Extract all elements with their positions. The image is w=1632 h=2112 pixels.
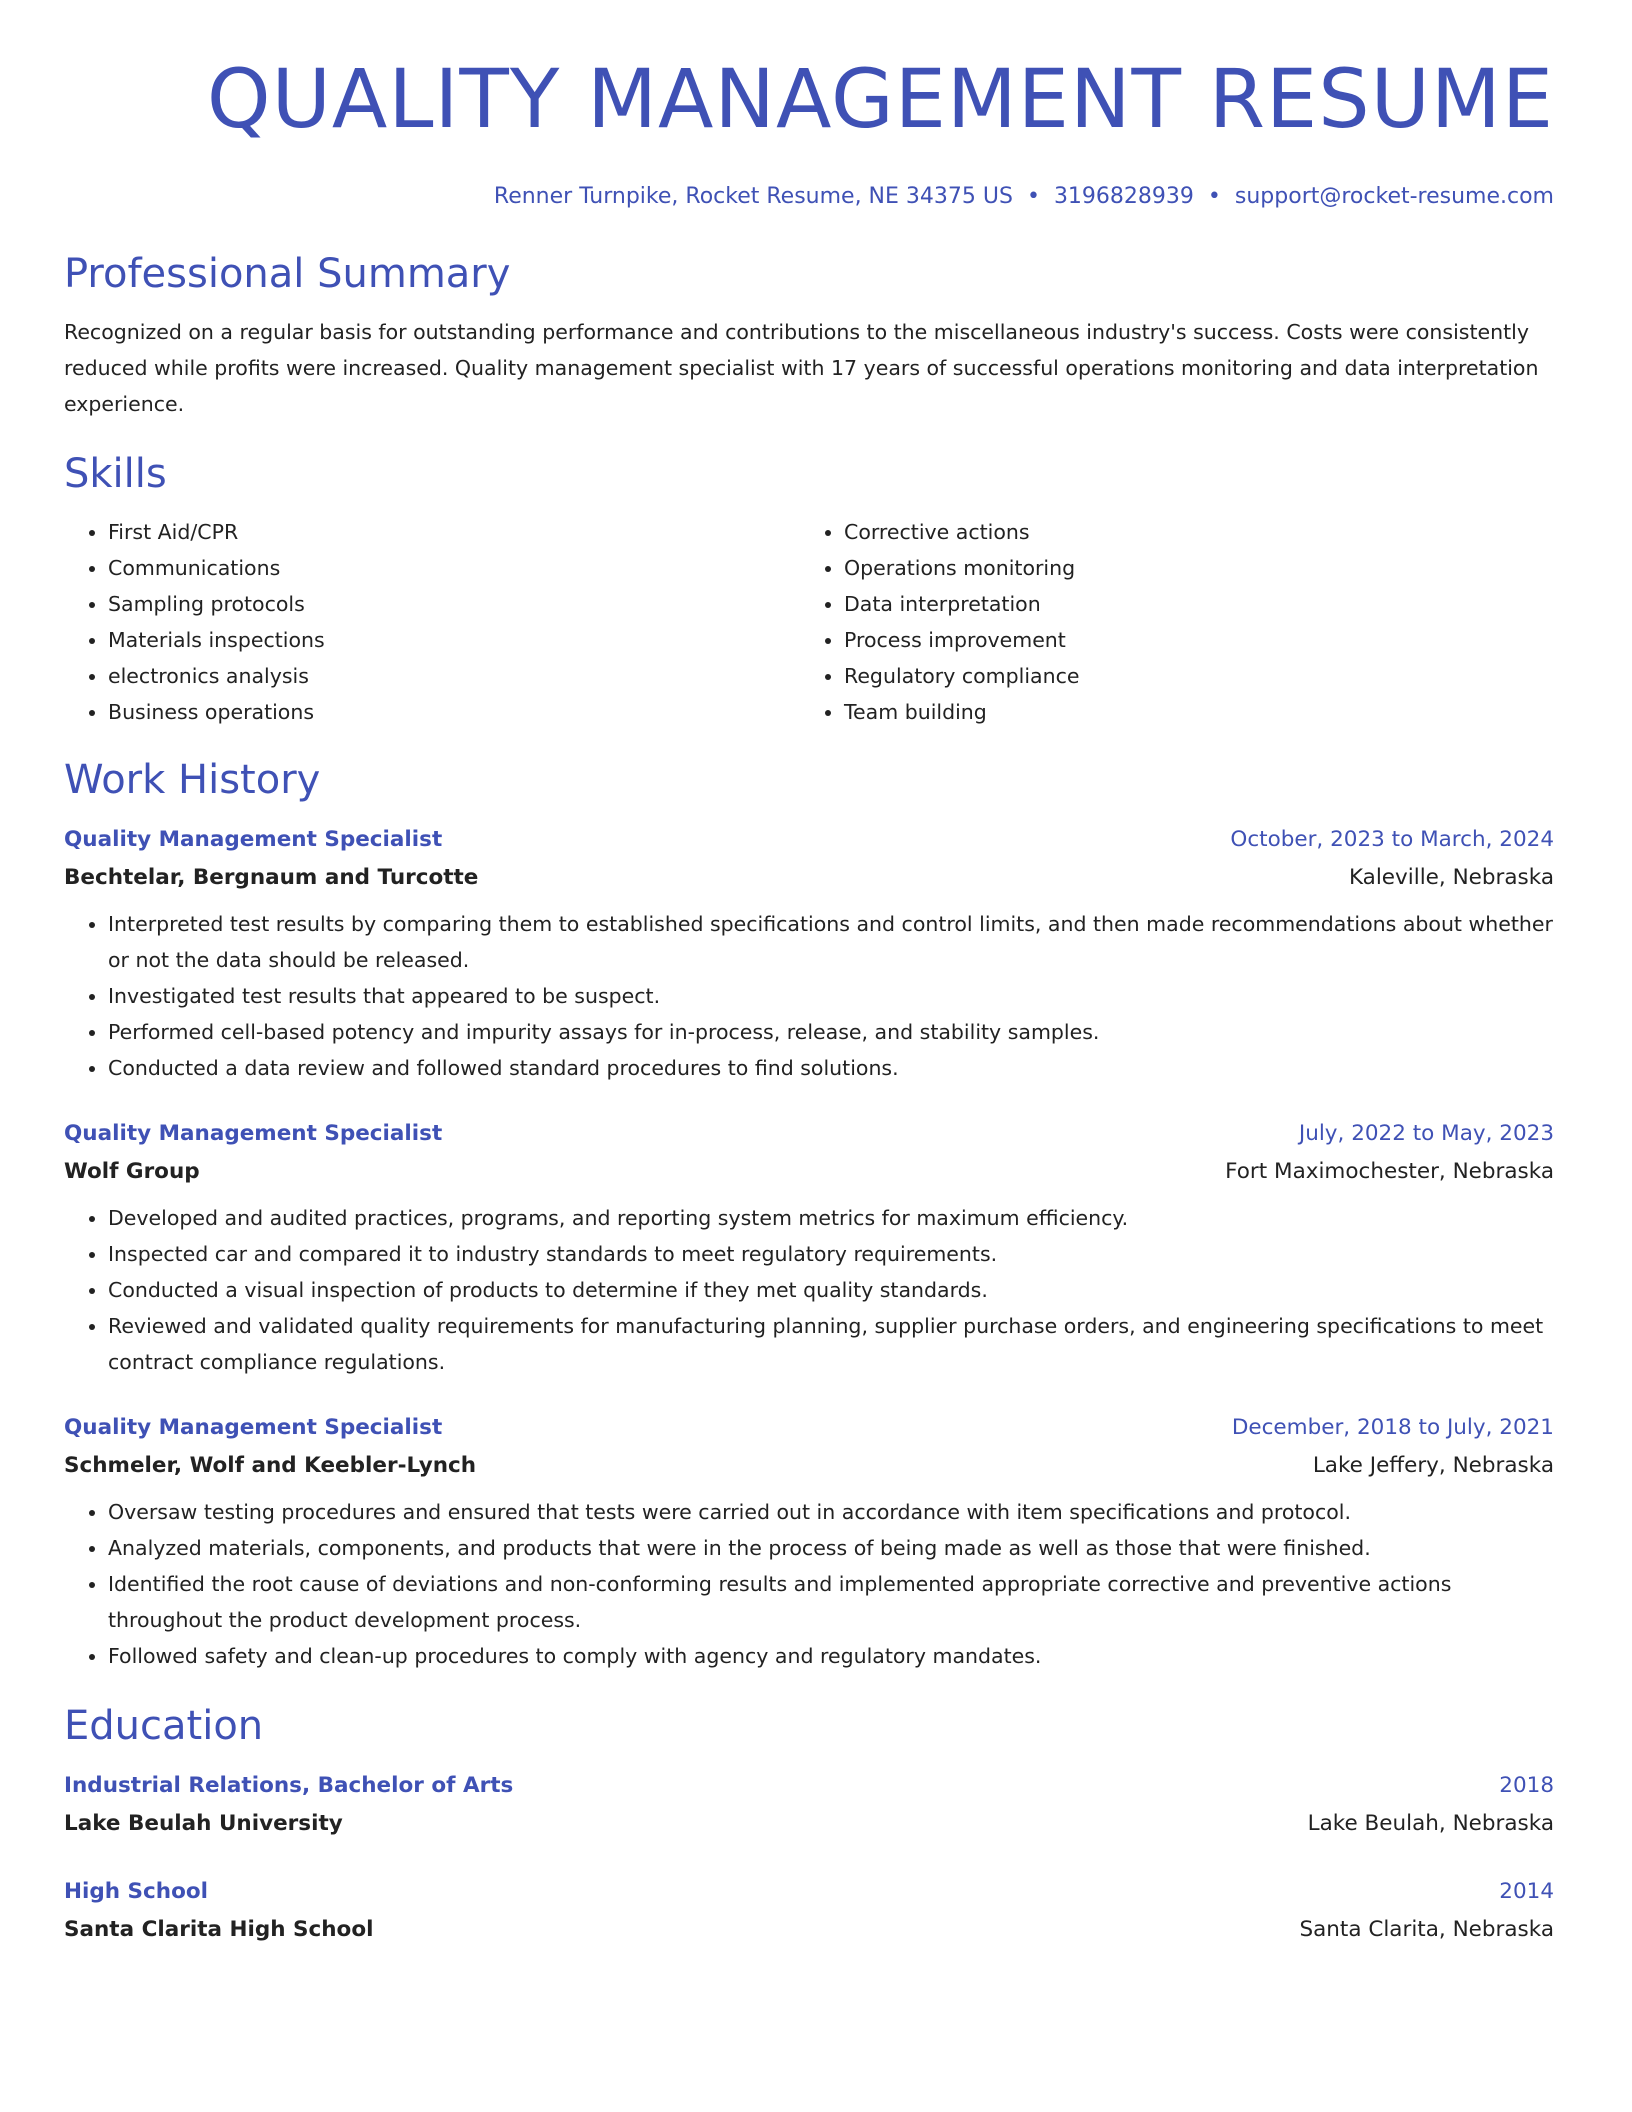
graduation-year: 2018 xyxy=(1499,1773,1554,1798)
school-name: Santa Clarita High School xyxy=(64,1917,374,1942)
job-bullets xyxy=(64,1200,1554,1380)
company-name: Schmeler, Wolf and Keebler-Lynch xyxy=(64,1453,477,1478)
job-bullet: • Followed safety and clean-up procedures to comply with agency and regulatory mandates. xyxy=(108,1638,1554,1674)
school-name: Lake Beulah University xyxy=(64,1811,343,1836)
job-dates: July, 2022 to May, 2023 xyxy=(1298,1121,1554,1146)
job-location: Lake Jeffery, Nebraska xyxy=(1312,1453,1554,1478)
skill-item: • electronics analysis xyxy=(108,658,800,694)
job-bullets xyxy=(64,906,1554,1086)
job-bullet: • Interpreted test results by comparing them to established specifications and control limits, and then made recommendations about whether or not the data should be released. xyxy=(108,906,1554,978)
skill-item: • Operations monitoring xyxy=(844,550,1536,586)
summary-heading: Professional Summary xyxy=(64,251,511,297)
job-location: Fort Maximochester, Nebraska xyxy=(1225,1159,1554,1184)
address: Renner Turnpike, Rocket Resume, NE 34375 US xyxy=(493,184,1013,209)
job-entry xyxy=(64,1116,1554,1380)
skill-item: • Team building xyxy=(844,694,1536,730)
school-location: Santa Clarita, Nebraska xyxy=(1299,1917,1554,1942)
job-title: Quality Management Specialist xyxy=(64,1121,443,1146)
phone[interactable]: 3196828939 xyxy=(1053,184,1194,209)
job-entry xyxy=(64,822,1554,1086)
education-entry xyxy=(64,1768,1554,1844)
job-bullet: • Performed cell-based potency and impurity assays for in-process, release, and stability samples. xyxy=(108,1014,1554,1050)
job-bullets xyxy=(64,1494,1554,1674)
skill-item: • Regulatory compliance xyxy=(844,658,1536,694)
company-name: Wolf Group xyxy=(64,1159,200,1184)
job-bullet: • Conducted a data review and followed standard procedures to find solutions. xyxy=(108,1050,1554,1086)
separator-dot: • xyxy=(1207,184,1221,209)
skill-item: • First Aid/CPR xyxy=(108,514,800,550)
skill-item: • Communications xyxy=(108,550,800,586)
degree: Industrial Relations, Bachelor of Arts xyxy=(64,1773,514,1798)
skill-item: • Process improvement xyxy=(844,622,1536,658)
contact-line xyxy=(64,182,1554,212)
separator-dot: • xyxy=(1026,184,1040,209)
job-location: Kaleville, Nebraska xyxy=(1348,865,1554,890)
skill-item: • Materials inspections xyxy=(108,622,800,658)
job-bullet: • Identified the root cause of deviations and non-conforming results and implemented appropriate corrective and preventive actions throughout the product development process. xyxy=(108,1566,1554,1638)
job-bullet: • Developed and audited practices, programs, and reporting system metrics for maximum efficiency. xyxy=(108,1200,1554,1236)
email[interactable]: support@rocket-resume.com xyxy=(1234,184,1554,209)
job-bullet: • Conducted a visual inspection of products to determine if they met quality standards. xyxy=(108,1272,1554,1308)
job-title: Quality Management Specialist xyxy=(64,827,443,852)
education-entry xyxy=(64,1874,1554,1950)
skills-column-left xyxy=(64,514,800,730)
graduation-year: 2014 xyxy=(1499,1879,1554,1904)
job-dates: October, 2023 to March, 2024 xyxy=(1230,827,1554,852)
degree: High School xyxy=(64,1879,208,1904)
job-bullet: • Reviewed and validated quality requirements for manufacturing planning, supplier purchase orders, and engineering specifications to meet contract compliance regulations. xyxy=(108,1308,1554,1380)
resume-title: QUALITY MANAGEMENT RESUME xyxy=(206,53,1554,147)
job-bullet: • Analyzed materials, components, and products that were in the process of being made as well as those that were finished. xyxy=(108,1530,1554,1566)
company-name: Bechtelar, Bergnaum and Turcotte xyxy=(64,865,479,890)
job-dates: December, 2018 to July, 2021 xyxy=(1231,1415,1554,1440)
job-entry xyxy=(64,1410,1554,1674)
skill-item: • Sampling protocols xyxy=(108,586,800,622)
job-title: Quality Management Specialist xyxy=(64,1415,443,1440)
resume-page xyxy=(64,48,1554,1950)
job-bullet: • Investigated test results that appeared to be suspect. xyxy=(108,978,1554,1014)
job-bullet: • Oversaw testing procedures and ensured that tests were carried out in accordance with item specifications and protocol. xyxy=(108,1494,1554,1530)
skill-item: • Business operations xyxy=(108,694,800,730)
skills-column-right xyxy=(800,514,1536,730)
school-location: Lake Beulah, Nebraska xyxy=(1307,1811,1554,1836)
summary-text: Recognized on a regular basis for outstanding performance and contributions to the miscellaneous industry's success. Costs were consistently reduced while profits were increased. Quality management specialist with 17 years of successful operations monitoring and data interpretation experience. xyxy=(64,320,1539,416)
work-history-heading: Work History xyxy=(64,757,321,803)
education-heading: Education xyxy=(64,1703,264,1749)
skill-item: • Corrective actions xyxy=(844,514,1536,550)
skill-item: • Data interpretation xyxy=(844,586,1536,622)
job-bullet: • Inspected car and compared it to industry standards to meet regulatory requirements. xyxy=(108,1236,1554,1272)
skills-list xyxy=(64,514,1554,730)
skills-heading: Skills xyxy=(64,451,167,497)
